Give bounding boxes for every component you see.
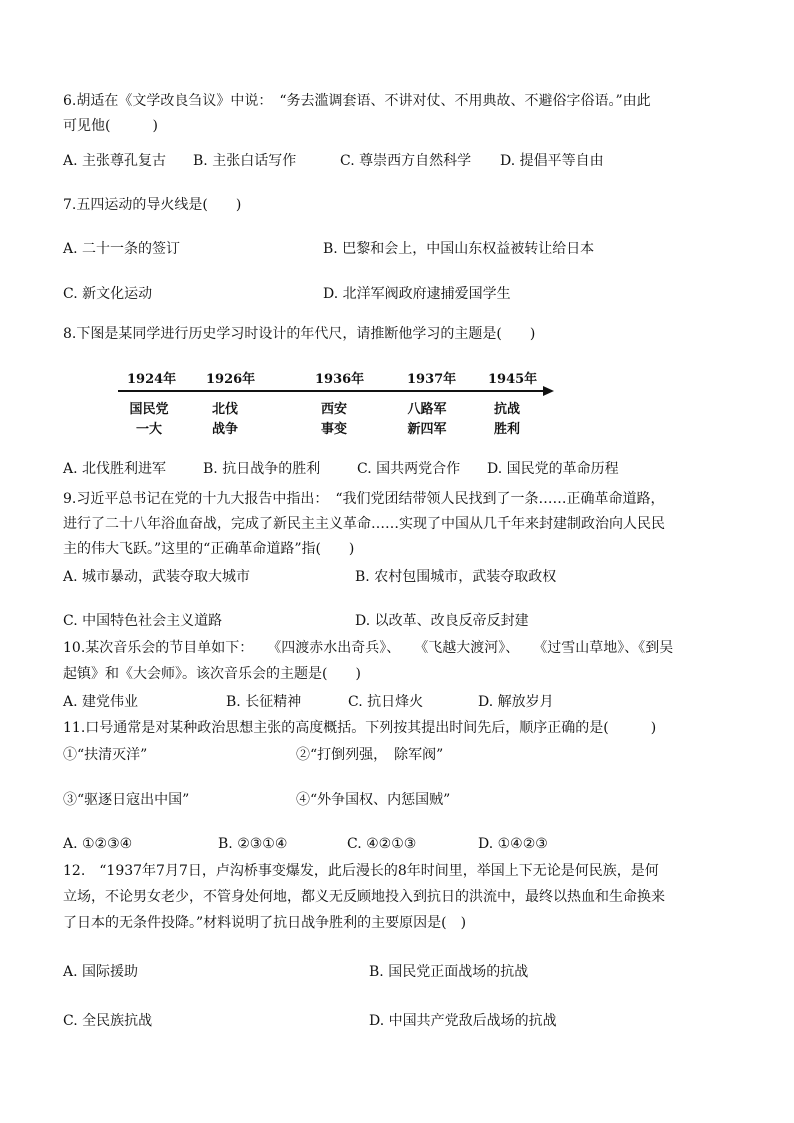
timeline-event-line2: 一大 <box>135 422 162 437</box>
q12-stem-line3: 了日本的无条件投降。”材料说明了抗日战争胜利的主要原因是( ) <box>63 915 467 931</box>
timeline-figure <box>118 364 558 444</box>
timeline-event <box>311 400 357 440</box>
timeline-year: 1936年 <box>315 372 365 387</box>
timeline-event-line1: 北伐 <box>211 402 238 417</box>
q7-option-b: B. 巴黎和会上，中国山东权益被转让给日本 <box>323 241 595 257</box>
q12-option-b: B. 国民党正面战场的抗战 <box>369 964 529 980</box>
q12-stem-line1: 12. “1937年7月7日，卢沟桥事变爆发，此后漫长的8年时间里，举国上下无论是何民族，是何 <box>63 863 659 879</box>
q7-option-d: D. 北洋军阀政府逮捕爱国学生 <box>323 286 511 302</box>
q6-option-c: C. 尊崇西方自然科学 <box>340 153 472 169</box>
timeline-event <box>202 400 248 440</box>
q11-item: ②“打倒列强， 除军阀” <box>296 747 444 763</box>
q9-stem-line3: 主的伟大飞跃。”这里的“正确革命道路”指( ) <box>63 541 355 557</box>
q10-option-a: A. 建党伟业 <box>63 694 139 710</box>
timeline-year: 1937年 <box>407 372 457 387</box>
q9-option-a: A. 城市暴动，武装夺取大城市 <box>63 569 251 585</box>
q11-option-d: D. ①④②③ <box>478 836 548 852</box>
q7-stem: 7.五四运动的导火线是( ) <box>63 197 242 213</box>
q12-option-c: C. 全民族抗战 <box>63 1013 153 1029</box>
q6-stem-line2: 可见他( ) <box>63 118 158 134</box>
timeline-year: 1926年 <box>206 372 256 387</box>
timeline-event-line1: 抗战 <box>493 402 520 417</box>
timeline-event-line1: 八路军 <box>407 402 447 417</box>
timeline-event-line2: 新四军 <box>407 422 447 437</box>
q10-option-b: B. 长征精神 <box>226 694 302 710</box>
q8-option-a: A. 北伐胜利进军 <box>63 461 167 477</box>
timeline-event-line2: 胜利 <box>493 422 520 437</box>
q8-option-c: C. 国共两党合作 <box>357 461 461 477</box>
q6-option-a: A. 主张尊孔复古 <box>63 153 167 169</box>
timeline-year: 1945年 <box>488 372 538 387</box>
q12-option-d: D. 中国共产党敌后战场的抗战 <box>369 1013 557 1029</box>
q11-item: ④“外争国权、内惩国贼” <box>296 792 451 808</box>
q12-option-a: A. 国际援助 <box>63 964 139 980</box>
q11-item: ③“驱逐日寇出中国” <box>63 792 190 808</box>
timeline-event <box>484 400 530 440</box>
q9-option-c: C. 中国特色社会主义道路 <box>63 613 223 629</box>
q9-option-d: D. 以改革、改良反帝反封建 <box>355 613 529 629</box>
q11-option-c: C. ④②①③ <box>347 836 417 852</box>
q12-stem-line2: 立场，不论男女老少，不管身处何地，都义无反顾地投入到抗日的洪流中，最终以热血和生命换来 <box>63 889 665 905</box>
q10-option-d: D. 解放岁月 <box>478 694 554 710</box>
q10-stem-line1: 10.某次音乐会的节目单如下： 《四渡赤水出奇兵》、 《飞越大渡河》、 《过雪山草地》、《到吴 <box>63 640 674 656</box>
timeline-event <box>402 400 452 440</box>
q9-stem-line2: 进行了二十八年浴血奋战，完成了新民主主义革命……实现了中国从几千年来封建制政治向人民民 <box>63 516 665 532</box>
q10-stem-line2: 起镇》和《大会师》。该次音乐会的主题是( ) <box>63 666 361 682</box>
q6-option-b: B. 主张白话写作 <box>193 153 297 169</box>
timeline-event-line2: 战争 <box>211 422 238 437</box>
q9-option-b: B. 农村包围城市，武装夺取政权 <box>355 569 557 585</box>
arrow-head-icon <box>543 386 554 396</box>
q10-option-c: C. 抗日烽火 <box>348 694 424 710</box>
q7-option-a: A. 二十一条的签订 <box>63 241 181 257</box>
q7-option-c: C. 新文化运动 <box>63 286 153 302</box>
timeline-year: 1924年 <box>127 372 177 387</box>
q11-item: ①“扶清灭洋” <box>63 747 148 763</box>
q11-option-b: B. ②③①④ <box>218 836 288 852</box>
timeline-event-line1: 国民党 <box>129 402 169 417</box>
timeline-event <box>126 400 172 440</box>
q8-stem: 8.下图是某同学进行历史学习时设计的年代尺，请推断他学习的主题是( ) <box>63 326 536 342</box>
q11-stem: 11.口号通常是对某种政治思想主张的高度概括。下列按其提出时间先后，顺序正确的是( ) <box>63 720 657 736</box>
q6-option-d: D. 提倡平等自由 <box>500 153 604 169</box>
q8-option-d: D. 国民党的革命历程 <box>487 461 619 477</box>
q9-stem-line1: 9.习近平总书记在党的十九大报告中指出： “我们党团结带领人民找到了一条……正确革命道路， <box>63 491 665 507</box>
q6-stem-line1: 6.胡适在《文学改良刍议》中说： “务去滥调套语、不讲对仗、不用典故、不避俗字俗语。”由此 <box>63 93 651 109</box>
q11-option-a: A. ①②③④ <box>63 836 133 852</box>
timeline-event-line1: 西安 <box>320 402 347 417</box>
timeline-event-line2: 事变 <box>320 422 347 437</box>
q8-option-b: B. 抗日战争的胜利 <box>203 461 321 477</box>
